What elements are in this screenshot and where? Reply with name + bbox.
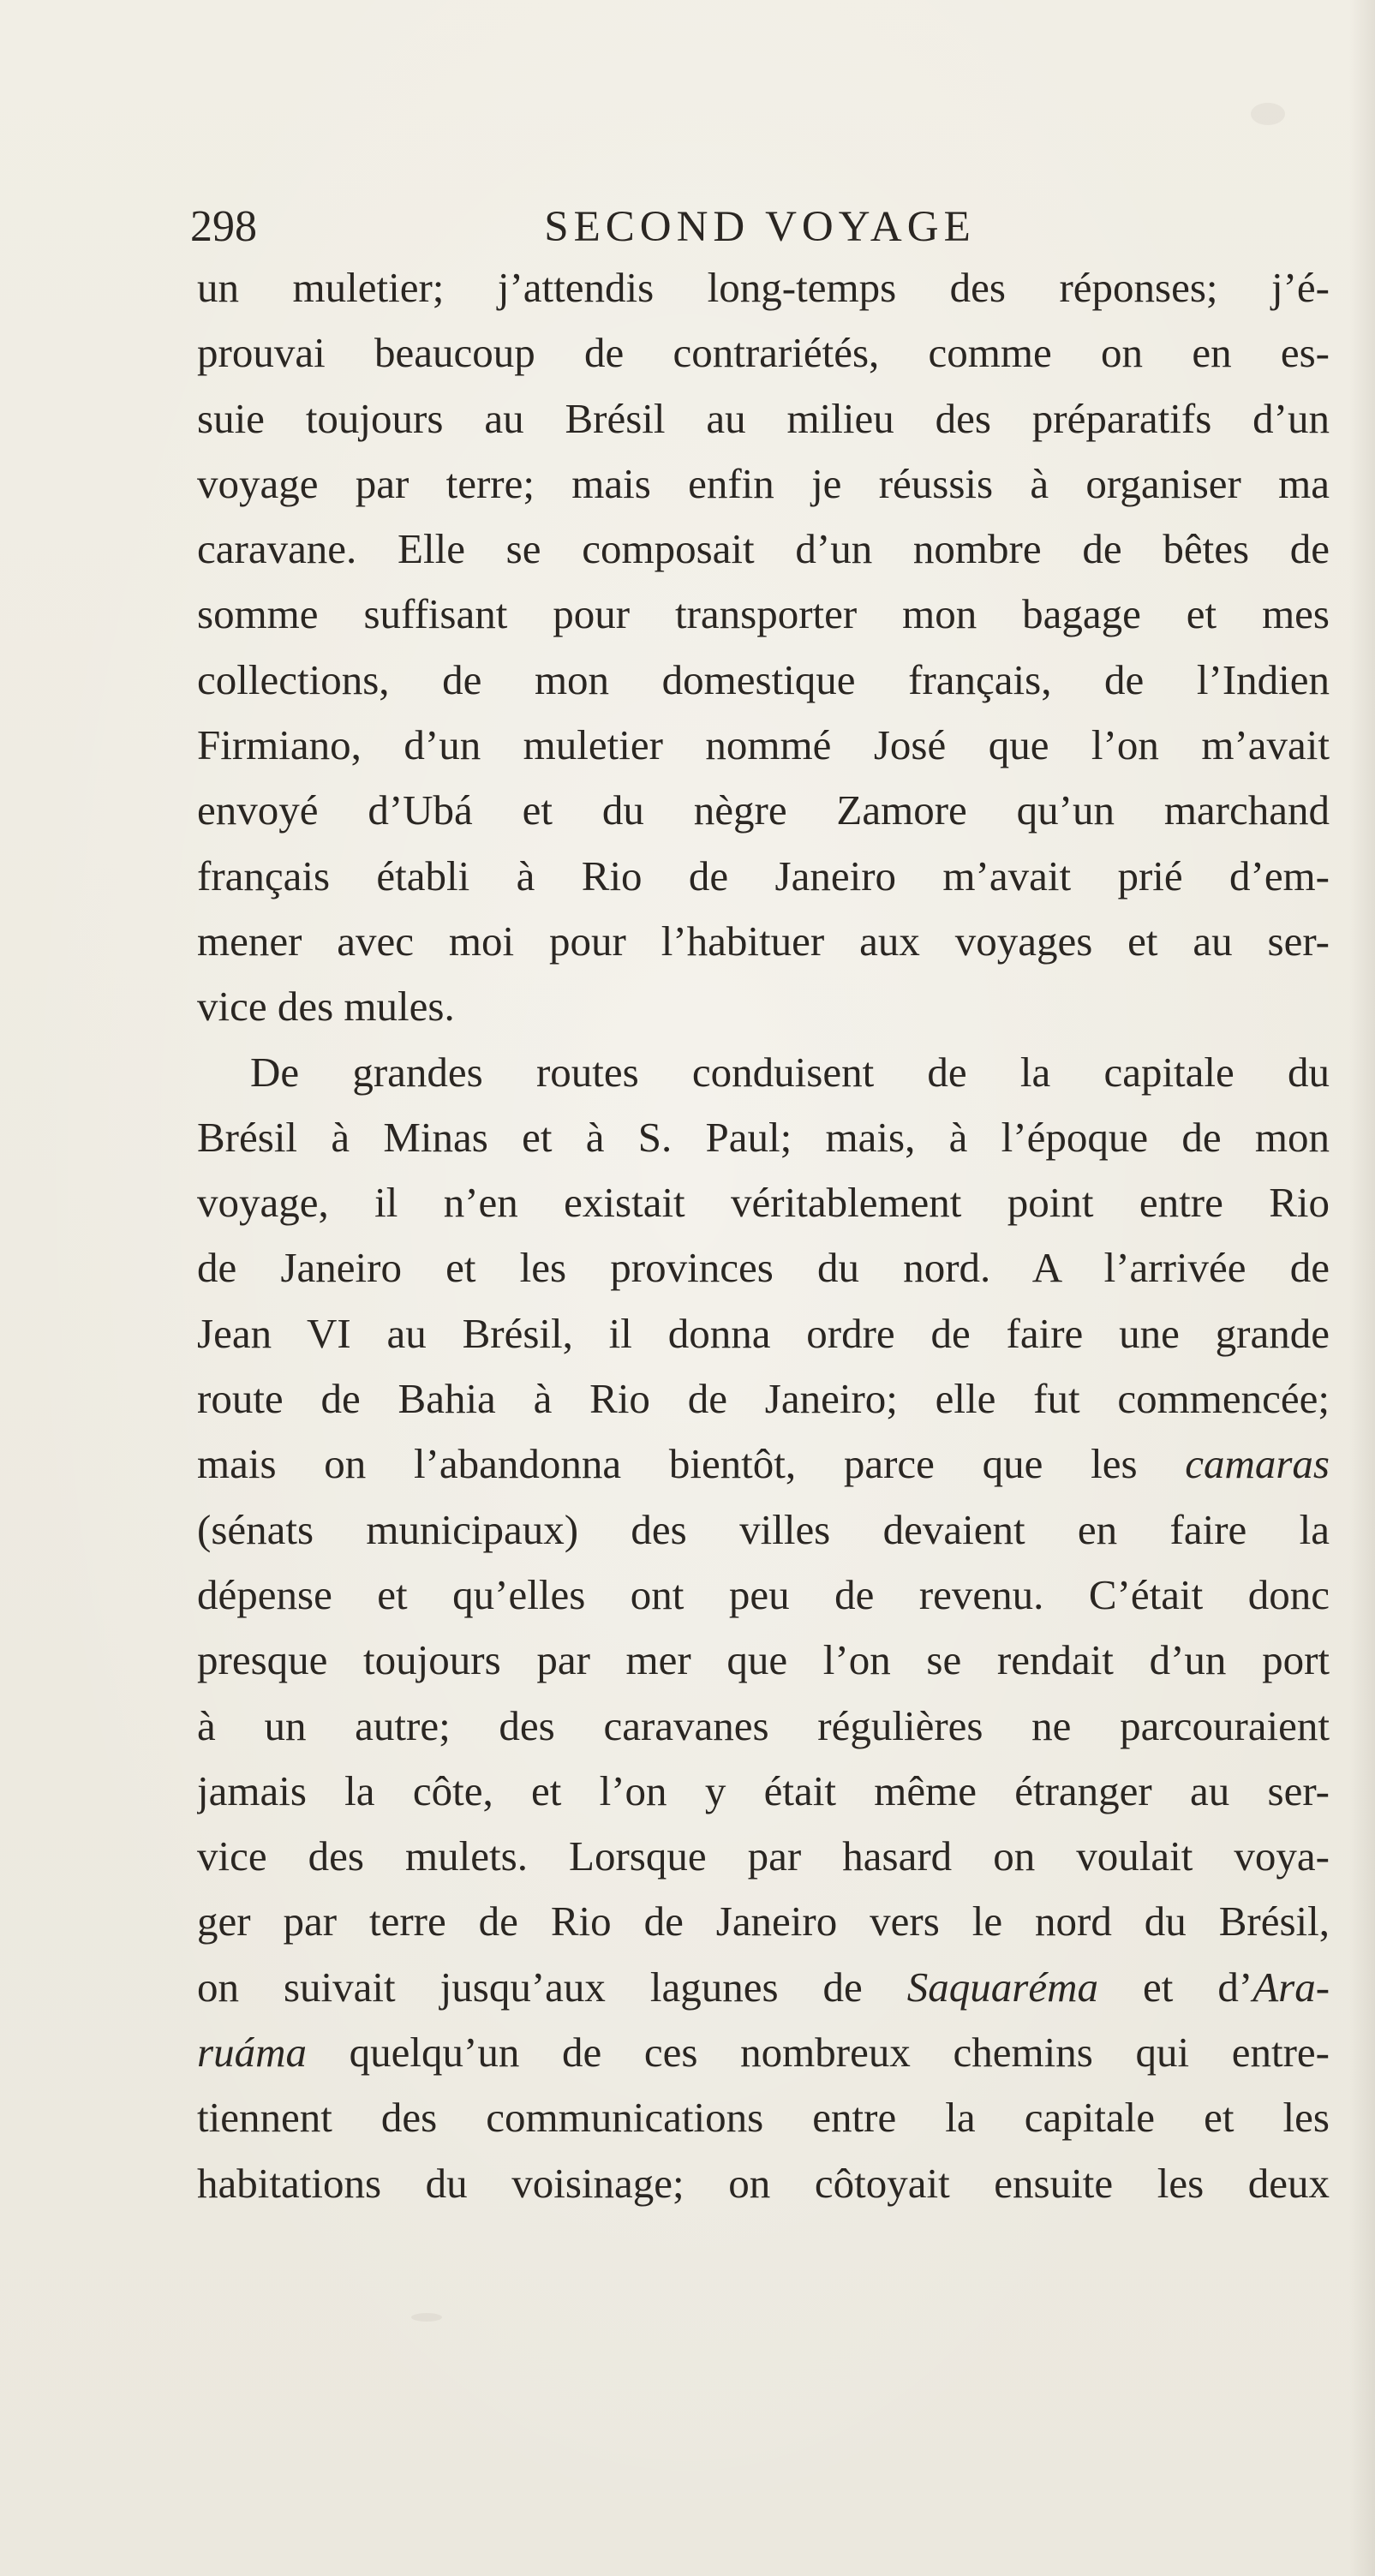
text-line: vice des mulets. Lorsque par hasard on voulait voya- [197,1832,1330,1880]
text-line: caravane. Elle se composait d’un nombre de bêtes de [197,525,1330,573]
text-line: (sénats municipaux) des villes devaient en faire la [197,1505,1330,1553]
text-line: un muletier; j’attendis long-temps des réponses; j’é- [197,264,1330,311]
text-line: voyage, il n’en existait véritablement point entre Rio [197,1179,1330,1227]
text-line: voyage par terre; mais enfin je réussis à organiser ma [197,459,1330,507]
text-line: dépense et qu’elles ont peu de revenu. C’était donc [197,1570,1330,1618]
italic-term: camaras [1185,1440,1330,1488]
text-line: presque toujours par mer que l’on se rendait d’un port [197,1636,1330,1684]
text-segment: quelqu’un de ces nombreux chemins qui entre- [349,2029,1330,2077]
text-segment: mais on l’abandonna bientôt, parce que les [197,1440,1138,1488]
text-line: suie toujours au Brésil au milieu des préparatifs d’un [197,394,1330,442]
text-line: jamais la côte, et l’on y était même étranger au ser- [197,1766,1330,1814]
paragraph-first-line: De grandes routes conduisent de la capitale du [250,1048,1330,1096]
page-header [190,197,1330,257]
text-segment: on suivait jusqu’aux lagunes de [197,1963,863,2011]
text-line [197,1431,1330,1497]
text-line: somme suffisant pour transporter mon bagage et mes [197,590,1330,638]
page-edge-shadow [1349,0,1375,2576]
italic-term: ruáma [197,2029,307,2077]
text-line: français établi à Rio de Janeiro m’avait prié d’em- [197,852,1330,900]
italic-term: Saquaréma [906,1963,1099,2011]
text-line: route de Bahia à Rio de Janeiro; elle fut commencée; [197,1375,1330,1423]
text-line: prouvai beaucoup de contrariétés, comme on en es- [197,329,1330,377]
text-line: Firmiano, d’un muletier nommé José que l’on m’avait [197,721,1330,769]
running-head: SECOND VOYAGE [544,203,976,251]
italic-term: Ara- [1252,1963,1330,2011]
text-line: vice des mules. [197,983,455,1031]
text-line: envoyé d’Ubá et du nègre Zamore qu’un marchand [197,786,1330,834]
text-line: habitations du voisinage; on côtoyait ensuite les deux [197,2159,1330,2207]
text-line: collections, de mon domestique français, de l’Indien [197,655,1330,703]
text-segment: et d’ [1143,1963,1253,2011]
text-line: tiennent des communications entre la capitale et les [197,2094,1330,2142]
text-line: à un autre; des caravanes régulières ne parcouraient [197,1701,1330,1749]
text-line [197,2020,1330,2085]
text-line [197,1955,1330,2020]
text-line: Jean VI au Brésil, il donna ordre de faire une grande [197,1309,1330,1357]
body-text [197,255,1330,2216]
text-line: de Janeiro et les provinces du nord. A l’arrivée de [197,1244,1330,1292]
paper-stain [411,2313,442,2322]
text-line: Brésil à Minas et à S. Paul; mais, à l’époque de mon [197,1113,1330,1161]
text-line: ger par terre de Rio de Janeiro vers le nord du Brésil, [197,1898,1330,1945]
paper-stain [1251,103,1285,125]
page-number: 298 [190,202,257,251]
text-line: mener avec moi pour l’habituer aux voyages et au ser- [197,917,1330,965]
